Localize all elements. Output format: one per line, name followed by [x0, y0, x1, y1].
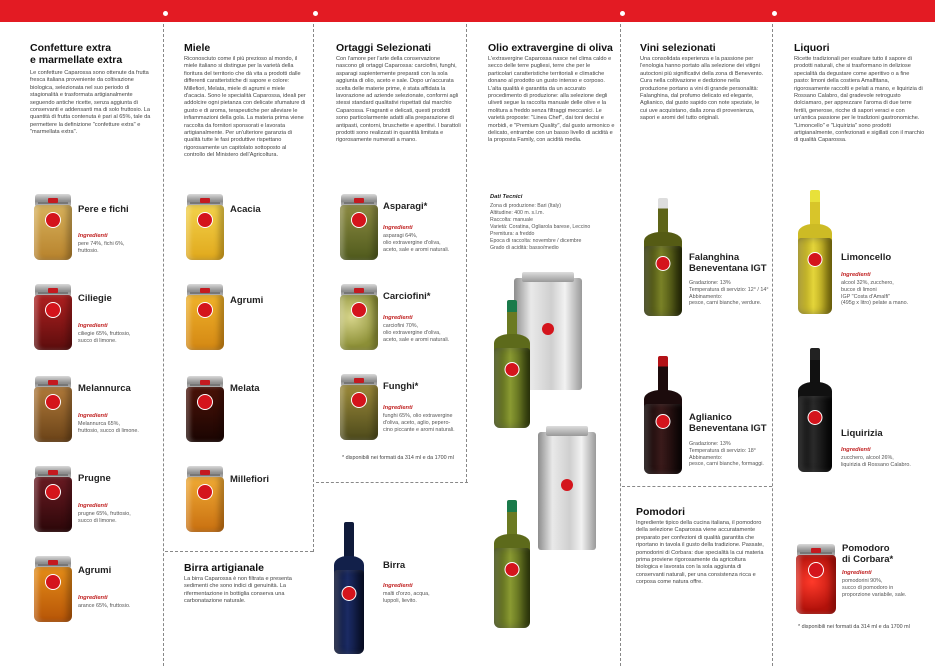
- ingredients-label: Ingredienti: [841, 447, 871, 453]
- ingredients-text: arance 65%, fruttosio.: [78, 603, 131, 609]
- section-title-pomodori: Pomodori: [636, 506, 685, 518]
- ingredients-text: pere 74%, fichi 6%, fruttosio.: [78, 241, 125, 254]
- product-name: Liquirizia: [841, 428, 883, 439]
- column-divider: [466, 24, 467, 482]
- product-name: Birra: [383, 560, 406, 571]
- column-divider: [163, 24, 164, 666]
- ingredients-text: ciliegie 65%, fruttosio, succo di limone.: [78, 331, 131, 344]
- beer-bottle: [334, 522, 364, 654]
- product-name: Aglianico Beneventana IGT: [689, 412, 767, 434]
- ingredients-label: Ingredienti: [383, 583, 413, 589]
- band-dot: [313, 11, 318, 16]
- ingredients-text: asparagi 64%, olio extravergine d'oliva, aceto, sale e aromi naturali.: [383, 233, 450, 253]
- wine-bottle-aglianico: [644, 356, 682, 474]
- jar-millefiori: [186, 466, 224, 532]
- ingredients-label: Ingredienti: [841, 272, 871, 278]
- section-text-pomodori: Ingrediente tipico della cucina italiana, il pomodoro della selezione Caparossa viene accuratamente preparato per confezioni di qualità garantita che riportano in tavola il gusto della tradizione. Passate, pomodorini di Corbara: due specialità la cui materia prima proviene rigorosamente da agricoltura biologica e lavorata con la sola aggiunta di conservanti naturali, per una consistenza ricca e corposa come natura offre.: [636, 520, 764, 586]
- product-name: Asparagi*: [383, 201, 428, 212]
- product-name: Falanghina Beneventana IGT: [689, 252, 767, 274]
- section-title-confetture: Confetture extra e marmellate extra: [30, 42, 123, 66]
- jar-carciofini: [340, 284, 378, 350]
- jar-agrumi-confettura: [34, 556, 72, 622]
- liqueur-bottle-liquirizia: [798, 348, 832, 472]
- band-dot: [163, 11, 168, 16]
- section-text-confetture: Le confetture Caparossa sono ottenute da frutta fresca italiana proveniente da coltivazione biologica, selezionata nel suo periodo di stagionalità e trasformata artigianalmente seguendo antiche ricette, senza aggiunta di conservanti e addensanti ma di solo fruttosio. La quantità di frutta contenuta è pari al 65%, tale da permettere la definizione "confetture extra" e "marmellata extra".: [30, 70, 151, 136]
- product-name: Millefiori: [230, 474, 270, 485]
- oil-tin-small: [538, 432, 596, 550]
- jar-prugne: [34, 466, 72, 532]
- row-divider: [316, 482, 468, 483]
- wine-details: Gradazione: 13% Temperatura di servizio: 18° Abbinamento: pesce, carni bianche, formaggi.: [689, 441, 764, 468]
- ingredients-label: Ingredienti: [78, 233, 108, 239]
- jar-funghi: [340, 374, 378, 440]
- column-divider: [772, 24, 773, 666]
- jar-pere-fichi: [34, 194, 72, 260]
- ingredients-text: zucchero, alcool 26%, liquirizia di Rossano Calabro.: [841, 455, 911, 468]
- product-name: Funghi*: [383, 381, 419, 392]
- oil-bottle: [494, 500, 530, 628]
- section-text-miele: Riconosciuto come il più prezioso al mondo, il miele italiano si distingue per la varietà della fioritura del territorio che dà vita a prodotti dalle differenti caratteristiche di sapore e colore: Millefiori, Melata, miele di agrumi e miele d'acacia. Sono le specialità Caparossa, ideali per addolcire ogni pietanza con delicate sfumature di gusto e di aroma, terapeutiche per alleviare le infiammazioni della gola. La materia prima viene raccolta da fornitori sponsorati e lavorata artigianalmente. Per un'ulteriore garanzia di qualità tutte le fasi produttive rispettano rigorosamente un capitolato sottoposto al controllo del Ministero dell'Agricoltura.: [184, 56, 306, 159]
- product-name: Carciofini*: [383, 291, 431, 302]
- ingredients-text: funghi 65%, olio extravergine d'oliva, aceto, aglio, pepero- cino piccante e aromi naturali.: [383, 413, 455, 433]
- product-name: Agrumi: [78, 565, 112, 576]
- product-name: Limoncello: [841, 252, 892, 263]
- jar-pomodoro-corbara: [796, 544, 836, 614]
- section-title-vini: Vini selezionati: [640, 42, 716, 54]
- section-title-olio: Olio extravergine di oliva: [488, 42, 613, 54]
- ingredients-text: carciofini 70%, olio extravergine d'oliva, aceto, sale e aromi naturali.: [383, 323, 450, 343]
- availability-note: * disponibili nei formati da 314 ml e da 1700 ml: [342, 455, 454, 461]
- product-name: Pomodoro di Corbara*: [842, 543, 894, 565]
- jar-melannurca: [34, 376, 72, 442]
- section-text-olio: L'extravergine Caparossa nasce nel clima caldo e secco delle terre pugliesi, terre che per le particolari caratteristiche territoriali e climatiche donano al prodotto un gusto intenso e corposo. L'alta qualità è garantita da un accurato procedimento di produzione: alla selezione degli uliveti segue la raccolta manuale delle olive e la molitura a freddo senza filtraggi meccanici. Le varietà proposte: "Linea Chef", dai toni decisi e morbidi, e "Premium Quality", dal gusto armonico e delicato, entrambe con un basso livello di acidità e la proposta Family, con acidità media.: [488, 56, 615, 144]
- liqueur-bottle-limoncello: [798, 190, 832, 314]
- band-dot: [772, 11, 777, 16]
- column-divider: [313, 24, 314, 552]
- ingredients-label: Ingredienti: [383, 315, 413, 321]
- ingredients-label: Ingredienti: [383, 405, 413, 411]
- product-name: Melata: [230, 383, 260, 394]
- wine-details: Gradazione: 13% Temperatura di servizio: 12° / 14° Abbinamento: pesce, carni bianche, verdure.: [689, 280, 769, 307]
- wine-bottle-falanghina: [644, 198, 682, 316]
- jar-ciliegie: [34, 284, 72, 350]
- ingredients-text: prugne 65%, fruttosio, succo di limone.: [78, 511, 131, 524]
- tech-data-text: Zona di produzione: Bari (Italy) Altitudine: 400 m. s.l.m. Raccolta: manuale Varietà: Coratina, Ogliarola barese, Leccino Premitura: a freddo Epoca di raccolta: novembre / dicembre Grado di acidità: basso/medio: [490, 203, 591, 251]
- product-name: Prugne: [78, 473, 111, 484]
- ingredients-label: Ingredienti: [78, 323, 108, 329]
- ingredients-label: Ingredienti: [78, 413, 108, 419]
- ingredients-label: Ingredienti: [78, 503, 108, 509]
- product-name: Agrumi: [230, 295, 264, 306]
- tech-data-title: Dati Tecnici: [490, 194, 523, 200]
- jar-agrumi-miele: [186, 284, 224, 350]
- section-title-miele: Miele: [184, 42, 211, 54]
- jar-melata: [186, 376, 224, 442]
- band-dot: [620, 11, 625, 16]
- oil-bottle: [494, 300, 530, 428]
- section-text-liquori: Ricette tradizionali per esaltare tutto il sapore di prodotti naturali, che si trasformano in deliziose specialità da degustare come aperitivo o a fine pasto: limoni della costiera Amalfitana, rigorosamente raccolti e pelati a mano, e liquirizia di Rossano Calabro, dal gradevole retrogusto dolciamaro, per apprezzare l'aroma di due terre fertili, generose, ricche di sapori veraci e con un'antica passione per le tradizioni gastronomiche. "Limoncello" e "Liquirizia" sono prodotti artigianalmente, confezionati e sigillati con il marchio di qualità Caparossa.: [794, 56, 925, 144]
- product-name: Pere e fichi: [78, 204, 129, 215]
- ingredients-text: pomodorini 90%, succo di pomodoro in proporzione variabile, sale.: [842, 578, 907, 598]
- jar-asparagi: [340, 194, 378, 260]
- ingredients-label: Ingredienti: [842, 570, 872, 576]
- product-name: Ciliegie: [78, 293, 112, 304]
- ingredients-text: Melannurca 65%, fruttosio, succo di limone.: [78, 421, 139, 434]
- ingredients-text: malti d'orzo, acqua, luppoli, lievito.: [383, 591, 430, 604]
- ingredients-label: Ingredienti: [78, 595, 108, 601]
- section-title-ortaggi: Ortaggi Selezionati: [336, 42, 432, 54]
- section-text-ortaggi: Con l'amore per l'arte della conservazione nascono gli ortaggi Caparossa: carciofini, funghi, asparagi sapientemente preparati con la sola aggiunta di olio, aceto e sale. Dopo un'accurata scelta delle materie prime, è stata affidata la lavorazione ad aziende selezionate, conformi agli stessi standard qualitativi rispettati dal marchio Caparossa. Fragranti e delicati, questi prodotti sono particolarmente adatti alla preparazione di antipasti, contorni, bruschette e aperitivi. I barattoli prodotti sono realizzati in quantità limitata e rigorosamente numerati a mano.: [336, 56, 461, 144]
- ingredients-label: Ingredienti: [383, 225, 413, 231]
- top-red-band: [0, 0, 935, 22]
- availability-note: * disponibili nei formati da 314 ml e da 1700 ml: [798, 624, 910, 630]
- section-text-vini: Una consolidata esperienza e la passione per l'enologia hanno portato alla selezione dei vitigni autoctoni più significativi della zona di Benevento. Cura nella coltivazione e dedizione nella produzione portano a vini di grande personalità: Falanghina, dal profumo delicato ed elegante, Aglianico, dal gusto sapido con note speziate, le cui uve acquistano, dalla zona di provenienza, sapori e aromi del tutto originali.: [640, 56, 764, 122]
- row-divider: [622, 486, 772, 487]
- section-title-liquori: Liquori: [794, 42, 830, 54]
- column-divider: [620, 24, 621, 666]
- section-text-birra-artigianale: La birra Caparossa è non filtrata e presenta sedimenti che sono indici di genuinità. La rifermentazione in bottiglia conserva una carbonatazione naturale.: [184, 576, 292, 605]
- product-name: Melannurca: [78, 383, 131, 394]
- product-name: Acacia: [230, 204, 261, 215]
- section-title-birra-artigianale: Birra artigianale: [184, 562, 264, 574]
- jar-acacia: [186, 194, 224, 260]
- ingredients-text: alcool 32%, zucchero, bucce di limoni IGP "Costa d'Amalfi" (495g x litro) pelate a mano.: [841, 280, 909, 307]
- row-divider: [165, 551, 313, 552]
